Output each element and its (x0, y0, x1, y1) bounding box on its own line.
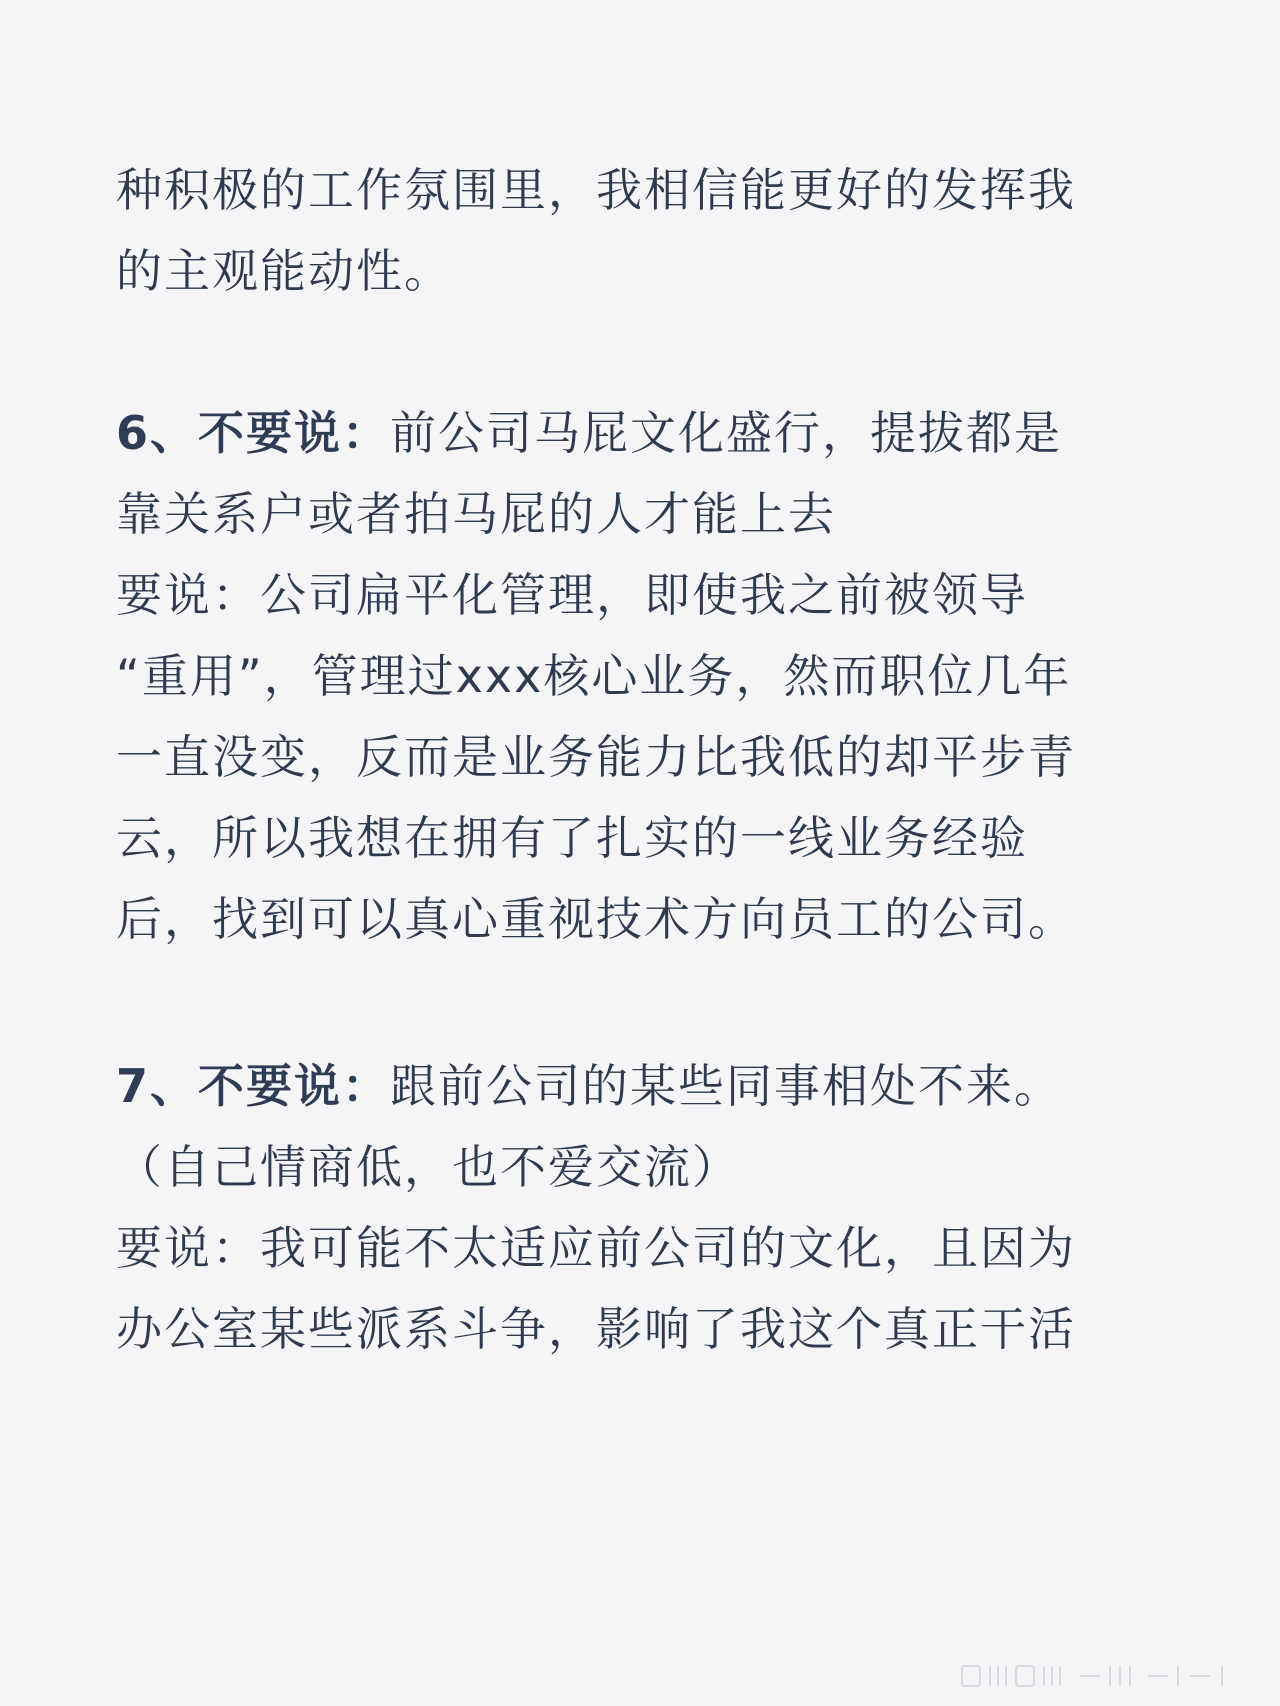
tip-6-do-text: 公司扁平化管理，即使我之前被领导 (260, 568, 1028, 622)
tip-6-do-line-4: 云，所以我想在拥有了扎实的一线业务经验 (116, 811, 1028, 865)
tip-7-do-label: 要说： (116, 1221, 260, 1275)
tip-6-do-line-1 (116, 555, 1226, 636)
tip-item-7 (116, 1046, 1226, 1370)
tip-7-dont-label: 7、不要说： (116, 1059, 391, 1113)
tip-item-6 (116, 393, 1226, 960)
tip-7-do-text: 我可能不太适应前公司的文化，且因为 (260, 1221, 1076, 1275)
tip-7-dont-line-2: （自己情商低，也不爱交流） (116, 1140, 740, 1194)
intro-paragraph (116, 150, 1226, 312)
text-line: 的主观能动性。 (116, 244, 452, 298)
tip-7-do-line-2: 办公室某些派系斗争，影响了我这个真正干活 (116, 1302, 1076, 1356)
tip-6-dont-line-2: 靠关系户或者拍马屁的人才能上去 (116, 487, 836, 541)
tip-6-dont-text: 前公司马屁文化盛行，提拔都是 (390, 406, 1063, 460)
tip-6-do-label: 要说： (116, 568, 260, 622)
text-line: 种积极的工作氛围里，我相信能更好的发挥我 (116, 163, 1076, 217)
tip-6-dont-line-1 (116, 393, 1226, 474)
tip-7-do-line-1 (116, 1208, 1226, 1289)
tip-6-dont-label: 6、不要说： (116, 406, 391, 460)
tip-6-do-line-2: “重用”，管理过xxx核心业务，然而职位几年 (116, 649, 1072, 703)
tip-6-do-line-5: 后，找到可以真心重视技术方向员工的公司。 (116, 892, 1076, 946)
tip-7-dont-text: 跟前公司的某些同事相处不来。 (390, 1059, 1063, 1113)
watermark-logo (960, 1662, 1250, 1690)
tip-6-do-line-3: 一直没变，反而是业务能力比我低的却平步青 (116, 730, 1076, 784)
tip-7-dont-line-1 (116, 1046, 1226, 1127)
